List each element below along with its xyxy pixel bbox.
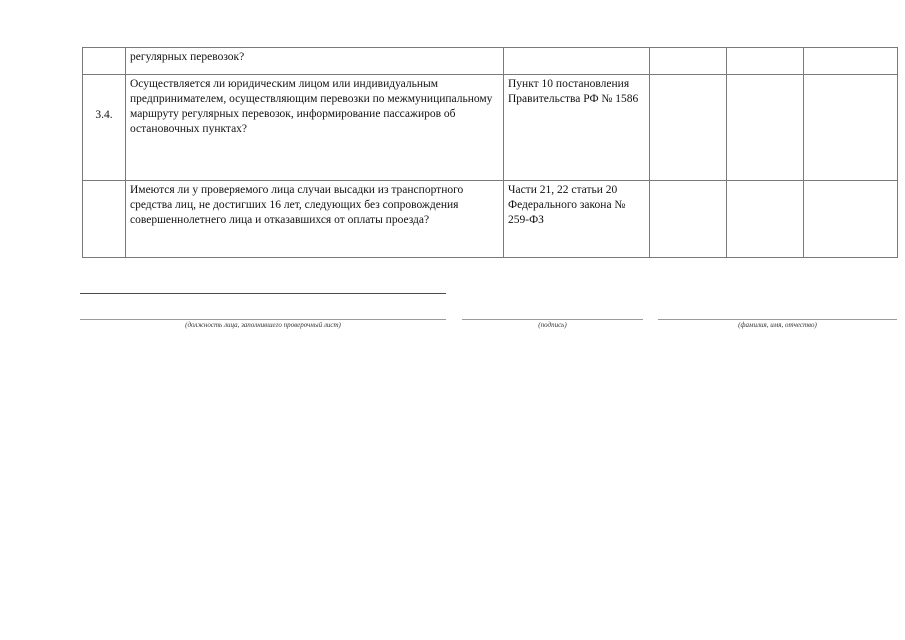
answer-cell bbox=[727, 181, 804, 258]
position-line bbox=[80, 319, 446, 320]
name-caption: (фамилия, имя, отчество) bbox=[738, 321, 817, 329]
note-cell bbox=[804, 181, 898, 258]
question-cell: Осуществляется ли юридическим лицом или индивидуальным предпринимателем, осуществляющим перевозки по межмуниципальному маршруту регулярных перевозок, информирование пассажиров об остановочных пунктах? bbox=[126, 75, 504, 181]
answer-cell bbox=[650, 181, 727, 258]
reference-cell bbox=[504, 48, 650, 75]
answer-cell bbox=[650, 75, 727, 181]
answer-cell bbox=[727, 48, 804, 75]
name-line bbox=[658, 319, 897, 320]
row-number-cell: 3.4. bbox=[83, 75, 126, 181]
position-caption: (должность лица, заполнившего проверочный лист) bbox=[185, 321, 341, 329]
signature-line bbox=[462, 319, 643, 320]
top-signature-line bbox=[80, 293, 446, 294]
row-number-cell bbox=[83, 181, 126, 258]
question-cell: Имеются ли у проверяемого лица случаи высадки из транспортного средства лиц, не достигших 16 лет, следующих без сопровождения совершеннолетнего лица и отказавшихся от оплаты проезда? bbox=[126, 181, 504, 258]
table-row bbox=[83, 181, 898, 258]
row-number-cell bbox=[83, 48, 126, 75]
table-row bbox=[83, 48, 898, 75]
answer-cell bbox=[727, 75, 804, 181]
signature-caption: (подпись) bbox=[538, 321, 567, 329]
table-row bbox=[83, 75, 898, 181]
reference-cell: Части 21, 22 статьи 20 Федерального закона № 259-ФЗ bbox=[504, 181, 650, 258]
answer-cell bbox=[650, 48, 727, 75]
note-cell bbox=[804, 75, 898, 181]
question-cell: регулярных перевозок? bbox=[126, 48, 504, 75]
reference-cell: Пункт 10 постановления Правительства РФ № 1586 bbox=[504, 75, 650, 181]
note-cell bbox=[804, 48, 898, 75]
checklist-table bbox=[82, 47, 898, 258]
